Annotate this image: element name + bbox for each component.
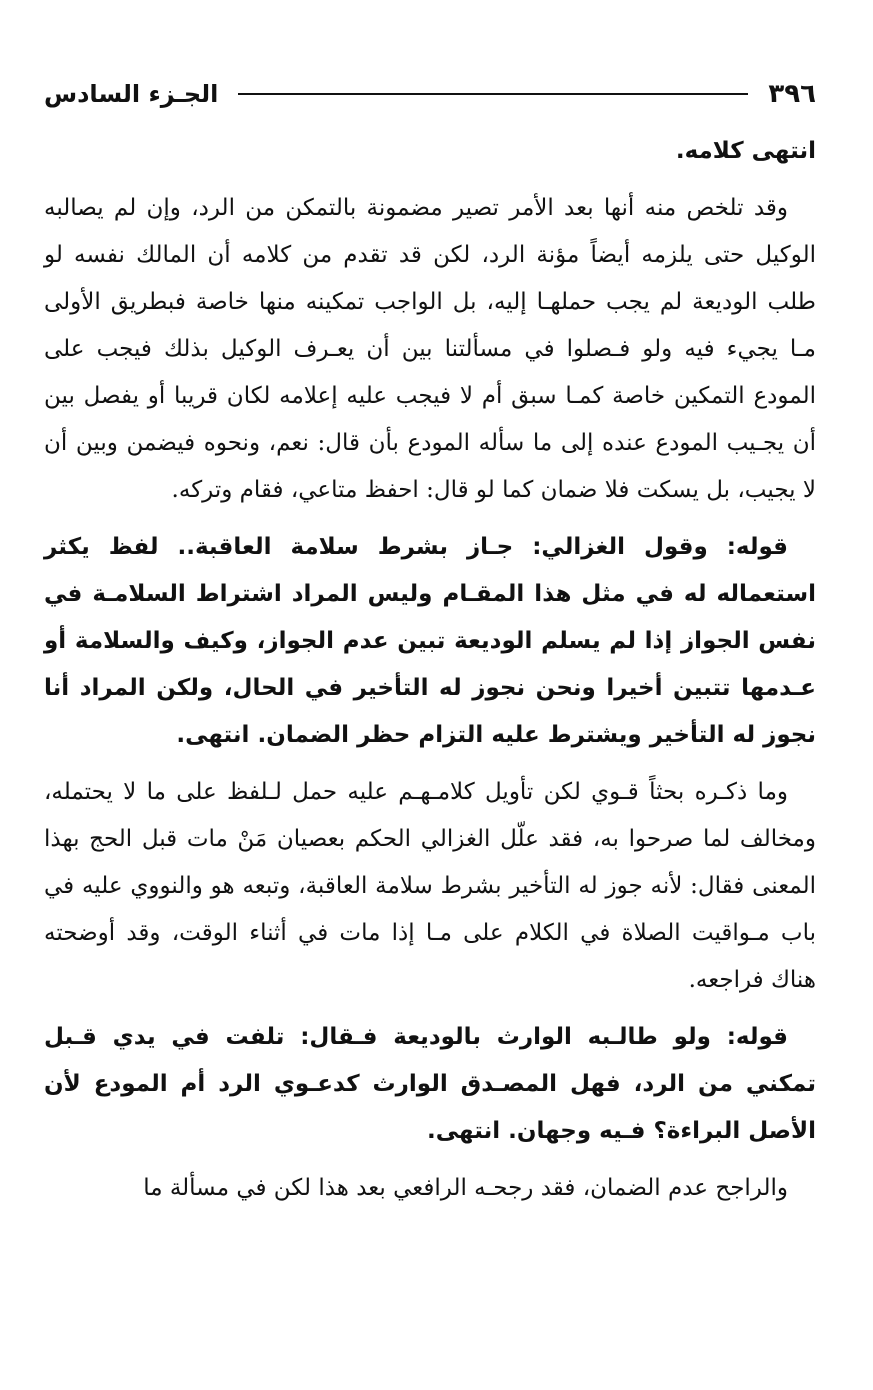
paragraph-4: وما ذكـره بحثاً قـوي لكن تأويل كلامـهـم عليه حمل لـلفظ على ما لا يحتمله، ومخالف لما صرحوا به، فقد علّل الغزالي الحكم بعصيان مَنْ مات قبل الحج بهذا المعنى فقال: لأنه جوز له التأخير بشرط سلامة العاقبة، وتبعه هو والنووي عليه في باب مـواقيت الصلاة في الكلام على مـا إذا مات في أثناء الوقت، وقد أوضحته هناك فراجعه. (44, 779, 816, 993)
page-header (44, 74, 816, 114)
paragraph-2: وقد تلخص منه أنها بعد الأمر تصير مضمونة بالتمكن من الرد، وإن لم يصالبه الوكيل حتى يلزمه أيضاً مؤنة الرد، لكن قد تقدم من كلامه أن المالك نفسه لو طلب الوديعة لم يجب حملهـا إليه، بل الواجب تمكينه منها خاصة فبطريق الأولى مـا يجيء فيه ولو فـصلوا في مسألتنا بين أن يعـرف الوكيل بذلك فيجب على المودع التمكين خاصة كمـا سبق أم لا فيجب عليه إعلامه لكان قريبا أو يفصل بين أن يجـيب المودع عنده إلى ما سأله المودع بأن قال: نعم، ونحوه فيضمن وبين أن لا يجيب، بل يسكت فلا ضمان كما لو قال: احفظ متاعي، فقام وتركه. (44, 195, 816, 503)
paragraph-1: انتهى كلامه. (675, 138, 816, 164)
paragraph-6: والراجح عدم الضمان، فقد رجحـه الرافعي بعد هذا لكن في مسألة ما (143, 1175, 788, 1201)
header-rule (238, 93, 748, 95)
paragraph-3: قوله: وقول الغزالي: جـاز بشرط سلامة العاقبة.. لفظ يكثر استعماله له في مثل هذا المقـام وليس المراد اشتراط السلامـة في نفس الجواز إذا لم يسلم الوديعة تبين عدم الجواز، وكيف والسلامة أو عـدمها تتبين أخيرا ونحن نجوز له التأخير في الحال، ولكن المراد أنا نجوز له التأخير ويشترط عليه التزام حظر الضمان. انتهى. (44, 534, 816, 748)
running-title: الجـزء السادس (44, 80, 219, 108)
paragraph-5: قوله: ولو طالـبه الوارث بالوديعة فـقال: تلفت في يدي قـبل تمكني من الرد، فهل المصـدق الوارث كدعـوي الرد أم المودع لأن الأصل البراءة؟ فـيه وجهان. انتهى. (44, 1024, 816, 1144)
book-page (44, 74, 816, 1222)
page-number: ٣٩٦ (768, 79, 816, 109)
